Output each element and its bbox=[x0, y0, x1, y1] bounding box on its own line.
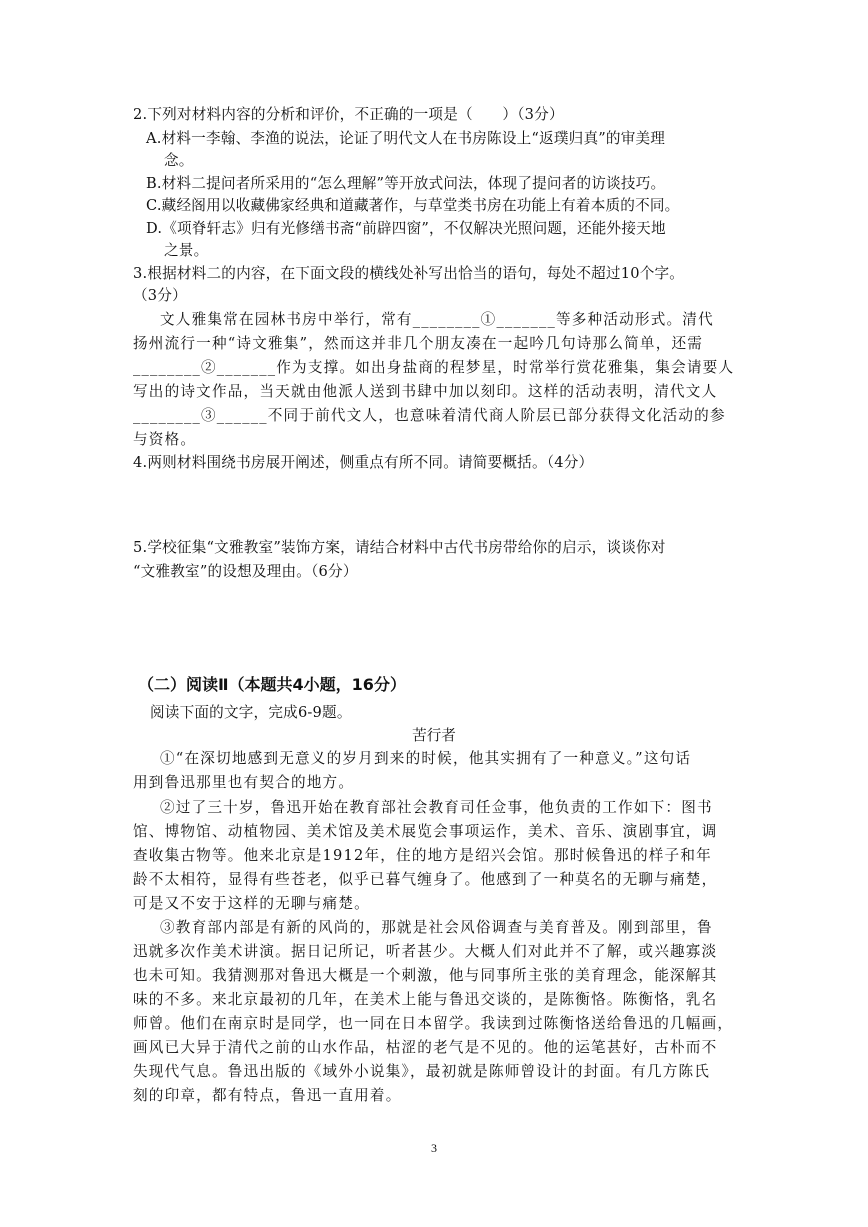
q5-stem-cont: “文雅教室”的设想及理由。（6分） bbox=[133, 563, 358, 580]
article-line: 画风已大异于清代之前的山水作品，枯涩的老气是不见的。他的运笔甚好，古朴而不 bbox=[133, 1039, 718, 1056]
article-line: ②过了三十岁，鲁迅开始在教育部社会教育司任佥事，他负责的工作如下：图书 bbox=[160, 799, 713, 816]
q3-passage-line: 写出的诗文作品，当天就由他派人送到书肆中加以刻印。这样的活动表明，清代文人 bbox=[133, 383, 718, 400]
article-line: 查收集古物等。他来北京是1912年，住的地方是绍兴会馆。那时候鲁迅的样子和年 bbox=[133, 847, 712, 864]
section-instruction: 阅读下面的文字，完成6-9题。 bbox=[150, 704, 352, 721]
article-line: 失现代气息。鲁迅出版的《域外小说集》，最初就是陈师曾设计的封面。有几方陈氏 bbox=[133, 1063, 711, 1080]
article-line: ①“在深切地感到无意义的岁月到来的时候，他其实拥有了一种意义。”这句话 bbox=[160, 750, 692, 767]
section-heading: （二）阅读Ⅱ（本题共4小题，16分） bbox=[138, 675, 406, 694]
q2-option-a: A.材料一李翰、李渔的说法，论证了明代文人在书房陈设上“返璞归真”的审美理 bbox=[146, 130, 666, 147]
q3-stem: 3.根据材料二的内容，在下面文段的横线处补写出恰当的语句，每处不超过10个字。 bbox=[133, 265, 685, 282]
article-line: 用到鲁迅那里也有契合的地方。 bbox=[133, 774, 355, 791]
q3-score: （3分） bbox=[133, 287, 187, 304]
article-line: 馆、博物馆、动植物园、美术馆及美术展览会事项运作，美术、音乐、演剧事宜，调 bbox=[133, 823, 718, 840]
article-line: 可是又不安于这样的无聊与痛楚。 bbox=[133, 895, 370, 912]
q3-passage-line: 与资格。 bbox=[133, 431, 197, 448]
q2-option-a-cont: 念。 bbox=[164, 152, 194, 169]
page-number: 3 bbox=[431, 1141, 437, 1155]
article-line: ③教育部内部是有新的风尚的，那就是社会风俗调查与美育普及。刚到部里，鲁 bbox=[160, 919, 713, 936]
q4-stem: 4.两则材料围绕书房展开阐述，侧重点有所不同。请简要概括。（4分） bbox=[133, 454, 594, 471]
q2-option-d-cont: 之景。 bbox=[164, 242, 209, 259]
article-line: 龄不太相符，显得有些苍老，似乎已暮气缠身了。他感到了一种莫名的无聊与痛楚， bbox=[133, 871, 718, 888]
q3-passage-line: ________③______不同于前代文人，也意味着清代商人阶层已部分获得文化活动的参 bbox=[133, 407, 726, 424]
q3-passage-line: 扬州流行一种“诗文雅集”，然而这并非几个朋友凑在一起吟几句诗那么简单，还需 bbox=[133, 335, 704, 352]
article-line: 刻的印章，都有特点，鲁迅一直用着。 bbox=[133, 1087, 402, 1104]
article-title: 苦行者 bbox=[412, 727, 456, 744]
article-line: 也未可知。我猜测那对鲁迅大概是一个刺激，他与同事所主张的美育理念，能深解其 bbox=[133, 967, 718, 984]
article-line: 味的不多。来北京最初的几年，在美术上能与鲁迅交谈的，是陈衡恪。陈衡恪，乳名 bbox=[133, 991, 718, 1008]
q5-stem: 5.学校征集“文雅教室”装饰方案，请结合材料中古代书房带给你的启示，谈谈你对 bbox=[133, 539, 666, 556]
q2-stem: 2.下列对材料内容的分析和评价，不正确的一项是（ ）（3分） bbox=[133, 106, 564, 123]
q3-passage-line: ________②_______作为支撑。如出身盐商的程梦星，时常举行赏花雅集，集会请要人 bbox=[133, 359, 735, 376]
q2-option-d: D.《项脊轩志》归有光修缮书斋“前辟四窗”，不仅解决光照问题，还能外接天地 bbox=[146, 220, 666, 237]
article-line: 师曾。他们在南京时是同学，也一同在日本留学。我读到过陈衡恪送给鲁迅的几幅画， bbox=[133, 1015, 734, 1032]
q2-option-c: C.藏经阁用以收藏佛家经典和道藏著作，与草堂类书房在功能上有着本质的不同。 bbox=[146, 197, 680, 214]
q3-passage-line: 文人雅集常在园林书房中举行，常有________①_______等多种活动形式。清代 bbox=[160, 311, 714, 328]
q2-option-b: B.材料二提问者所采用的“怎么理解”等开放式问法，体现了提问者的访谈技巧。 bbox=[146, 175, 666, 192]
article-line: 迅就多次作美术讲演。据日记所记，听者甚少。大概人们对此并不了解，或兴趣寡淡 bbox=[133, 943, 718, 960]
